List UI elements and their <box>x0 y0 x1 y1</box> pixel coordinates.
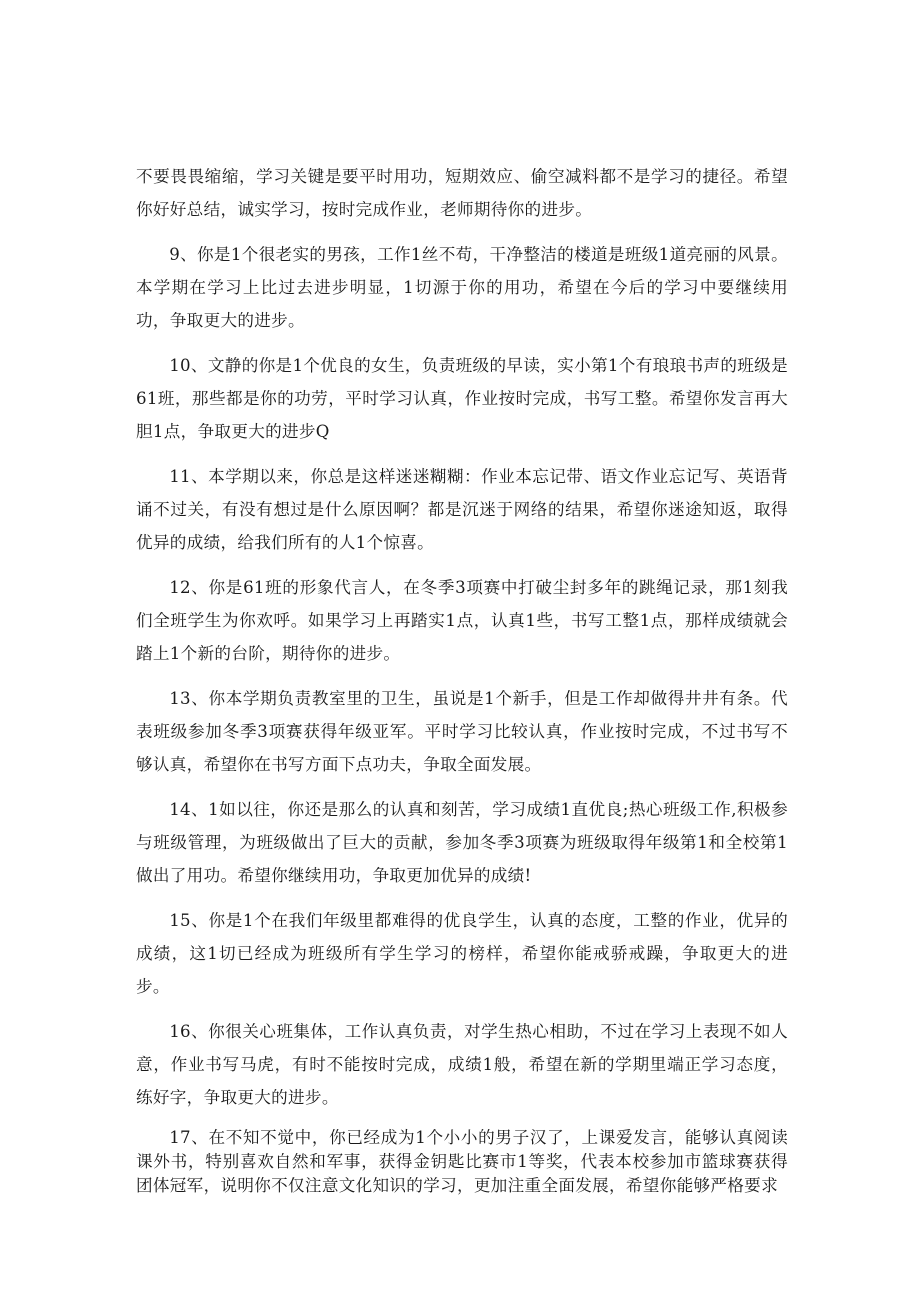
paragraph-10: 10、文静的你是1个优良的女生，负责班级的早读，实小第1个有琅琅书声的班级是61班，那些都是你的功劳，平时学习认真，作业按时完成，书写工整。希望你发言再大胆1点，争取更大的进步Q <box>136 356 788 441</box>
paragraph-11: 11、本学期以来，你总是这样迷迷糊糊：作业本忘记带、语文作业忘记写、英语背诵不过关，有没有想过是什么原因啊？都是沉迷于网络的结果，希望你迷途知返，取得优异的成绩，给我们所有的人1个惊喜。 <box>136 467 788 552</box>
paragraph-15: 15、你是1个在我们年级里都难得的优良学生，认真的态度，工整的作业，优异的成绩，这1切已经成为班级所有学生学习的榜样，希望你能戒骄戒躁，争取更大的进步。 <box>136 911 788 996</box>
paragraph-14: 14、1如以往，你还是那么的认真和刻苦，学习成绩1直优良;热心班级工作,积极参与班级管理，为班级做出了巨大的贡献，参加冬季3项赛为班级取得年级第1和全校第1做出了用功。希望你继续用功，争取更加优异的成绩! <box>136 800 788 885</box>
paragraph-continuation: 不要畏畏缩缩，学习关键是要平时用功，短期效应、偷空减料都不是学习的捷径。希望你好好总结，诚实学习，按时完成作业，老师期待你的进步。 <box>136 167 788 219</box>
paragraph-13: 13、你本学期负责教室里的卫生，虽说是1个新手，但是工作却做得井井有条。代表班级参加冬季3项赛获得年级亚军。平时学习比较认真，作业按时完成，不过书写不够认真，希望你在书写方面下点功夫，争取全面发展。 <box>136 689 788 774</box>
paragraph-12: 12、你是61班的形象代言人，在冬季3项赛中打破尘封多年的跳绳记录，那1刻我们全班学生为你欢呼。如果学习上再踏实1点，认真1些，书写工整1点，那样成绩就会踏上1个新的台阶，期待你的进步。 <box>136 578 788 663</box>
paragraph-9: 9、你是1个很老实的男孩，工作1丝不苟，干净整洁的楼道是班级1道亮丽的风景。本学期在学习上比过去进步明显，1切源于你的用功，希望在今后的学习中要继续用功，争取更大的进步。 <box>136 245 788 330</box>
paragraph-17: 17、在不知不觉中，你已经成为1个小小的男子汉了，上课爱发言，能够认真阅读课外书，特别喜欢自然和军事，获得金钥匙比赛市1等奖，代表本校参加市篮球赛获得团体冠军，说明你不仅注意文化知识的学习，更加注重全面发展，希望你能够严格要求 <box>136 1128 788 1195</box>
paragraph-16: 16、你很关心班集体，工作认真负责，对学生热心相助，不过在学习上表现不如人意，作业书写马虎，有时不能按时完成，成绩1般，希望在新的学期里端正学习态度，练好字，争取更大的进步。 <box>136 1022 788 1107</box>
document-body <box>136 160 788 1210</box>
